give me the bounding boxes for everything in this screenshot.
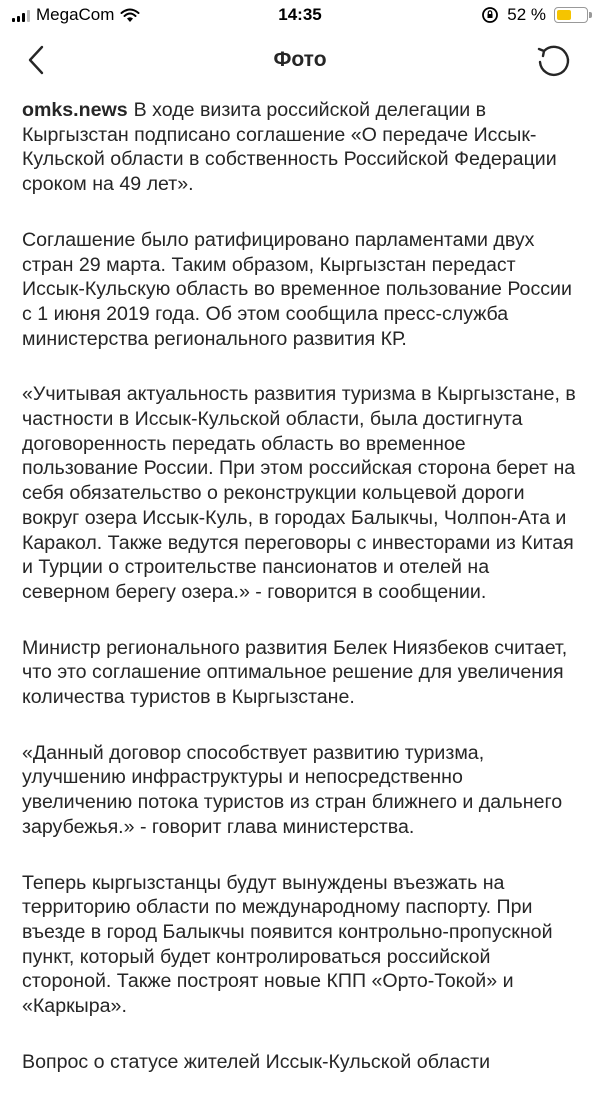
paragraph-text: В ходе визита российской делегации в Кыргызстан подписано соглашение «О передаче Иссык-Кульской области в собственность Российской Федерации сроком на 49 лет». — [22, 99, 557, 196]
clock: 14:35 — [278, 5, 322, 24]
caption-paragraph: «Учитывая актуальность развития туризма в Кыргызстане, в частности в Иссык-Кульской области, была достигнута договоренность передать область во временное пользование России. При этом российская сторона берет на себя обязательство о реконструкции кольцевой дороги вокруг озера Иссык-Куль, в городах Балыкчы, Чолпон-Ата и Каракол. Также ведутся переговоры с инвесторами из Китая и Турции о строительстве пансионатов и отелей на северном берегу озера.» - говорится в сообщении. — [22, 383, 576, 603]
post-caption — [22, 98, 578, 1106]
orientation-lock-icon — [481, 6, 499, 24]
status-bar — [0, 0, 600, 32]
refresh-icon — [535, 43, 571, 79]
battery-percent: 52 % — [507, 5, 546, 24]
caption-paragraph: Соглашение было ратифицировано парламентами двух стран 29 марта. Таким образом, Кыргызстан передаст Иссык-Кульскую область во временное пользование России с 1 июня 2019 года. Об этом сообщила пресс-служба министерства регионального развития КР. — [22, 228, 572, 350]
battery-level — [557, 10, 571, 20]
nav-bar — [0, 32, 600, 90]
caption-paragraph: Министр регионального развития Белек Ниязбеков считает, что это соглашение оптимальное решение для увеличения количества туристов в Кыргызстане. — [22, 636, 568, 709]
refresh-button[interactable] — [532, 40, 574, 82]
page-title: Фото — [273, 48, 327, 71]
carrier-label: MegaCom — [36, 5, 115, 24]
caption-paragraph: Вопрос о статусе жителей Иссык-Кульской области — [22, 1050, 491, 1073]
caption-paragraph — [22, 98, 578, 197]
battery-icon — [554, 7, 588, 23]
username-link[interactable]: omks.news — [22, 99, 128, 121]
caption-paragraph: Теперь кыргызстанцы будут вынуждены въезжать на территорию области по международному паспорту. При въезде в город Балыкчы появится контрольно-пропускной пункт, который будет контролироваться российской стороной. Также построят новые КПП «Орто-Токой» и «Каркыра». — [22, 871, 553, 1018]
caption-paragraph: «Данный договор способствует развитию туризма, улучшению инфраструктуры и непосредственно увеличению потока туристов из стран ближнего и дальнего зарубежья.» - говорит глава министерства. — [22, 741, 563, 838]
status-right — [481, 5, 588, 25]
